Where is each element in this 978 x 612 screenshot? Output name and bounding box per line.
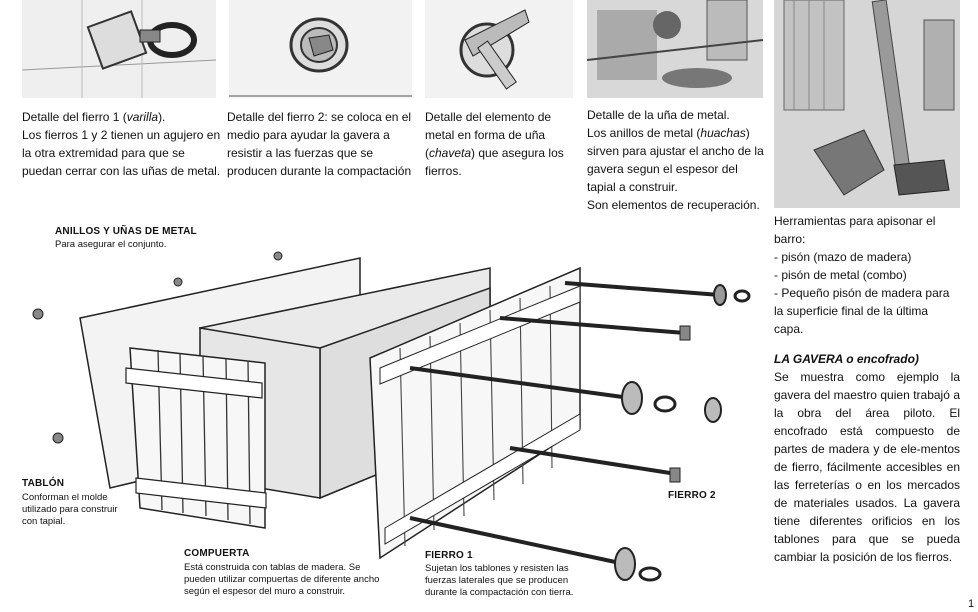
tablon-label-desc: Conforman el molde utilizado para construir con tapial.	[22, 492, 118, 527]
anillos-label-title: ANILLOS Y UÑAS DE METAL	[55, 226, 197, 237]
gavera-body: Se muestra como ejemplo la gavera del maestro quien trabajó a la obra del área piloto. El encofrado está compuesto de partes de madera y de ele-mentos de fierro, fácilmente accesibles en las ferreterías o en los mercados de materiales usados. La gavera tiene diferentes orificios en los tablones para que se pueda cambiar la posición de los fierros.	[774, 370, 960, 564]
fierro1-caption: Detalle del fierro 1 (varilla). Los fierros 1 y 2 tienen un agujero en la otra extremidad para que se puedan cerrar con las uñas de metal.	[22, 110, 221, 178]
tools-caption: Herramientas para apisonar el barro: - pisón (mazo de madera) - pisón de metal (combo) - Pequeño pisón de madera para la superficie final de la última capa.	[774, 212, 960, 338]
fierro-rod	[565, 283, 720, 295]
tablon-label-title: TABLÓN	[22, 478, 65, 489]
gavera-exploded-diagram	[20, 228, 760, 608]
page-number: 1	[968, 598, 975, 610]
fierro2-detail-image	[229, 0, 412, 98]
fierro1-label-desc: Sujetan los tablones y resisten las fuerzas laterales que se producen durante la compactación con tierra.	[425, 563, 574, 598]
fierro2-caption: Detalle del fierro 2: se coloca en el medio para ayudar la gavera a resistir a las fuerzas que se producen durante la compactación	[227, 110, 412, 178]
anillos-photo	[587, 0, 763, 98]
tools-item: - pisón (mazo de madera)	[774, 250, 912, 264]
tools-photo	[774, 0, 960, 208]
compuerta-label-title: COMPUERTA	[184, 548, 250, 559]
gavera-section	[774, 350, 960, 566]
anillos-caption: Detalle de la uña de metal. Los anillos de metal (huachas) sirven para ajustar el ancho de la gavera segun el espesor del tapial a construir. Son elementos de recuperación.	[587, 108, 764, 212]
tools-item: - pisón de metal (combo)	[774, 268, 907, 282]
gavera-heading: LA GAVERA o encofrado)	[774, 352, 919, 366]
compuerta-label-desc: Está construida con tablas de madera. Se pueden utilizar compuertas de diferente ancho según el espesor del muro a construir.	[184, 562, 380, 597]
tools-item: - Pequeño pisón de madera para la superficie final de la última capa.	[774, 286, 950, 336]
fierro2-label-title: FIERRO 2	[668, 490, 716, 501]
fierro1-detail-image	[22, 0, 216, 98]
fierro-rod	[510, 448, 670, 473]
una-caption: Detalle del elemento de metal en forma de uña (chaveta) que asegura los fierros.	[425, 110, 564, 178]
una-detail-image	[425, 0, 573, 98]
anillos-label-desc: Para asegurar el conjunto.	[55, 239, 167, 250]
fierro1-label-title: FIERRO 1	[425, 550, 473, 561]
